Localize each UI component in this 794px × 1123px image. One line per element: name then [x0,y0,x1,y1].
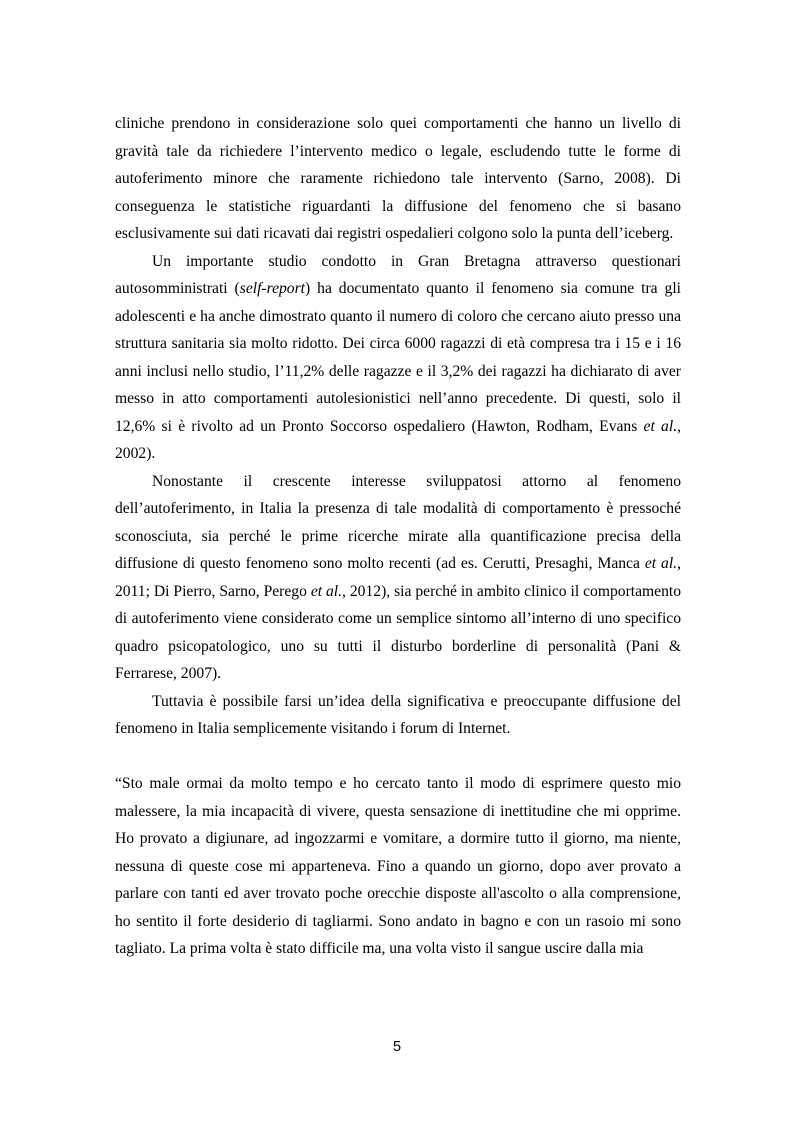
page-number: 5 [392,1039,402,1055]
text-segment: Un importante studio condotto in Gran Bretagna attraverso questionari autosomministrati ( [115,252,681,297]
text-segment: , 2002). [115,417,681,462]
italic-text: et al. [310,582,343,600]
paragraph [115,688,681,743]
text-segment: cliniche prendono in considerazione solo quei comportamenti che hanno un livello di gravità tale da richiedere l’intervento medico o legale, escludendo tutte le forme di autoferimento minore che raramente richiedono tale intervento (Sarno, 2008). Di conseguenza le statistiche riguardanti la diffusione del fenomeno che si basano esclusivamente sui dati ricavati dai registri ospedalieri colgono solo la punta dell’iceberg. [115,115,681,242]
text-segment: , 2011; Di Pierro, Sarno, Perego [115,555,681,600]
paragraphs [115,110,681,743]
text-segment: ) ha documentato quanto il fenomeno sia comune tra gli adolescenti e ha anche dimostrato quanto il numero di coloro che cercano aiuto presso una struttura sanitaria sia molto ridotto. Dei circa 6000 ragazzi di età compresa tra i 15 e i 16 anni inclusi nello studio, l’11,2% delle ragazze e il 3,2% dei ragazzi ha dichiarato di aver messo in atto comportamenti autolesionistici nell’anno precedente. Di questi, solo il 12,6% si è rivolto ad un Pronto Soccorso ospedaliero (Hawton, Rodham, Evans [115,280,681,435]
italic-text: self-report [239,280,306,297]
paragraph [115,248,681,468]
forum-quote: “Sto male ormai da molto tempo e ho cercato tanto il modo di esprimere questo mio malessere, la mia incapacità di vivere, questa sensazione di inettitudine che mi opprime. Ho provato a digiunare, ad ingozzarmi e vomitare, a dormire tutto il giorno, ma niente, nessuna di queste cose mi apparteneva. Fino a quando un giorno, dopo aver provato a parlare con tanti ed aver trovato poche orecchie disposte all'ascolto o alla comprensione, ho sentito il forte desiderio di tagliarmi. Sono andato in bagno e con un rasoio mi sono tagliato. La prima volta è stato difficile ma, una volta visto il sangue uscire dalla mia [115,775,681,957]
body-text [115,110,681,963]
italic-text: et al. [643,417,678,435]
paragraph [115,110,681,248]
text-segment: Tuttavia è possibile farsi un’idea della significativa e preoccupante diffusione del fenomeno in Italia semplicemente visitando i forum di Internet. [115,692,681,737]
text-segment: , 2012), sia perché in ambito clinico il comportamento di autoferimento viene considerato come un semplice sintomo all’interno di uno specifico quadro psicopatologico, uno su tutti il disturbo borderline di personalità (Pani & Ferrarese, 2007). [115,582,681,682]
text-segment: Nonostante il crescente interesse sviluppatosi attorno al fenomeno dell’autoferimento, in Italia la presenza di tale modalità di comportamento è pressoché sconosciuta, sia perché le prime ricerche mirate alla quantificazione precisa della diffusione di questo fenomeno sono molto recenti (ad es. Cerutti, Presaghi, Manca [115,472,681,572]
paragraph [115,468,681,688]
italic-text: et al. [644,555,678,572]
